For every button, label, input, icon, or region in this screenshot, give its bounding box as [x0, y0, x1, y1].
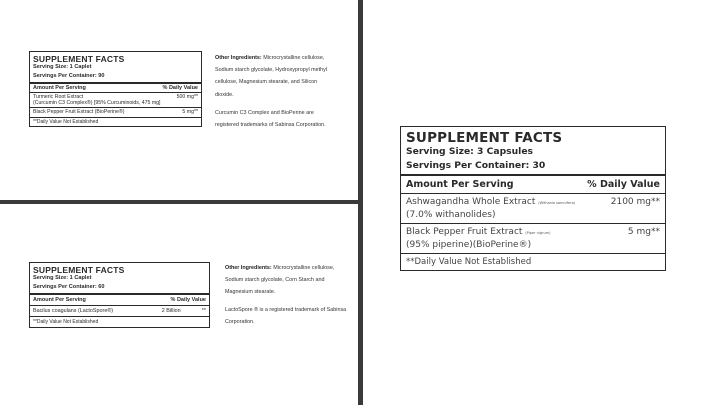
- vertical-divider: [358, 0, 363, 405]
- ingredient-name: Black Pepper Fruit Extract: [406, 227, 523, 237]
- other-ingredients: [225, 262, 349, 298]
- ingredient-name: Bacilus coagulans (LactoSpore®): [33, 308, 114, 314]
- header-amount: Amount Per Serving: [33, 85, 86, 91]
- footnote: **Daily Value Not Established: [406, 257, 532, 267]
- table-row: [401, 194, 665, 224]
- serving-size: Serving Size: 3 Capsules: [406, 146, 534, 157]
- table-row: [30, 108, 201, 117]
- table-header: [30, 295, 209, 306]
- servings-per-container: Servings Per Container: 30: [406, 160, 546, 171]
- table-header: [401, 176, 665, 194]
- ingredient-name: Ashwagandha Whole Extract: [406, 197, 536, 207]
- facts-title: SUPPLEMENT FACTS: [33, 265, 125, 275]
- footnote: **Daily Value Not Established: [33, 118, 99, 125]
- ingredient-name: Turmeric Root Extract: [33, 94, 84, 100]
- header-amount: Amount Per Serving: [406, 179, 514, 190]
- header-amount: Amount Per Serving: [33, 297, 86, 303]
- trademark-note: LactoSpore ® is a registered trademark of Sabinsa Corporation.: [225, 307, 347, 325]
- other-ingredients-text: Microcrystalline cellulose, Sodium starch glycolate, Corn Starch and Magnesium stearate.: [225, 265, 335, 295]
- servings-per-container: Servings Per Container: 60: [33, 284, 105, 290]
- servings-per-container: Servings Per Container: 90: [33, 73, 105, 79]
- ingredient-value: 2100 mg**: [610, 197, 660, 207]
- header-daily-value: % Daily Value: [587, 179, 660, 190]
- ingredient-detail: (95% piperine)(BioPerine®): [406, 240, 532, 250]
- ingredient-value: **: [201, 308, 206, 314]
- supplement-facts-box: [400, 126, 666, 271]
- other-ingredients-block: [215, 52, 331, 131]
- header-daily-value: % Daily Value: [170, 297, 206, 303]
- supplement-facts-box: [29, 51, 202, 127]
- other-ingredients-label: Other Ingredients:: [215, 55, 262, 61]
- table-header: [30, 84, 201, 93]
- ingredient-amount: 2 Billion: [161, 308, 181, 314]
- trademark-note: Curcumin C3 Complex and BioPerine are registered trademarks of Sabinsa Corporation.: [215, 109, 326, 129]
- other-ingredients: [215, 52, 331, 101]
- ingredient-detail: (Curcumin C3 Complex®) [95% Curcuminoids, 475 mg]: [33, 100, 161, 107]
- serving-size: Serving Size: 1 Caplet: [33, 275, 92, 281]
- other-ingredients-block: [225, 262, 349, 328]
- facts-title: SUPPLEMENT FACTS: [33, 54, 125, 64]
- ingredient-name: Black Pepper Fruit Extract (BioPerine®): [33, 109, 125, 116]
- facts-title: SUPPLEMENT FACTS: [406, 130, 563, 146]
- table-row: [401, 224, 665, 254]
- footnote: **Daily Value Not Established: [33, 319, 99, 325]
- header-daily-value: % Daily Value: [162, 85, 198, 91]
- ingredient-note: (Piper nigrum): [525, 231, 551, 235]
- ingredient-detail: (7.0% withanolides): [406, 210, 496, 220]
- other-ingredients-label: Other Ingredients:: [225, 265, 272, 271]
- table-row: [30, 306, 209, 317]
- other-ingredients-text: Microcrystalline cellulose, Sodium starch glycolate, Hydroxypropyl methyl cellulose, Magnesium stearate, and Silicon dioxide.: [215, 55, 328, 98]
- table-row: [30, 93, 201, 108]
- supplement-facts-box: [29, 262, 210, 328]
- ingredient-value: 5 mg**: [182, 109, 198, 116]
- ingredient-value: 5 mg**: [627, 227, 660, 237]
- horizontal-divider: [0, 200, 358, 204]
- ingredient-note: (Withania somnifera): [538, 201, 576, 205]
- ingredient-value: 500 mg**: [176, 94, 198, 100]
- serving-size: Serving Size: 1 Caplet: [33, 64, 92, 70]
